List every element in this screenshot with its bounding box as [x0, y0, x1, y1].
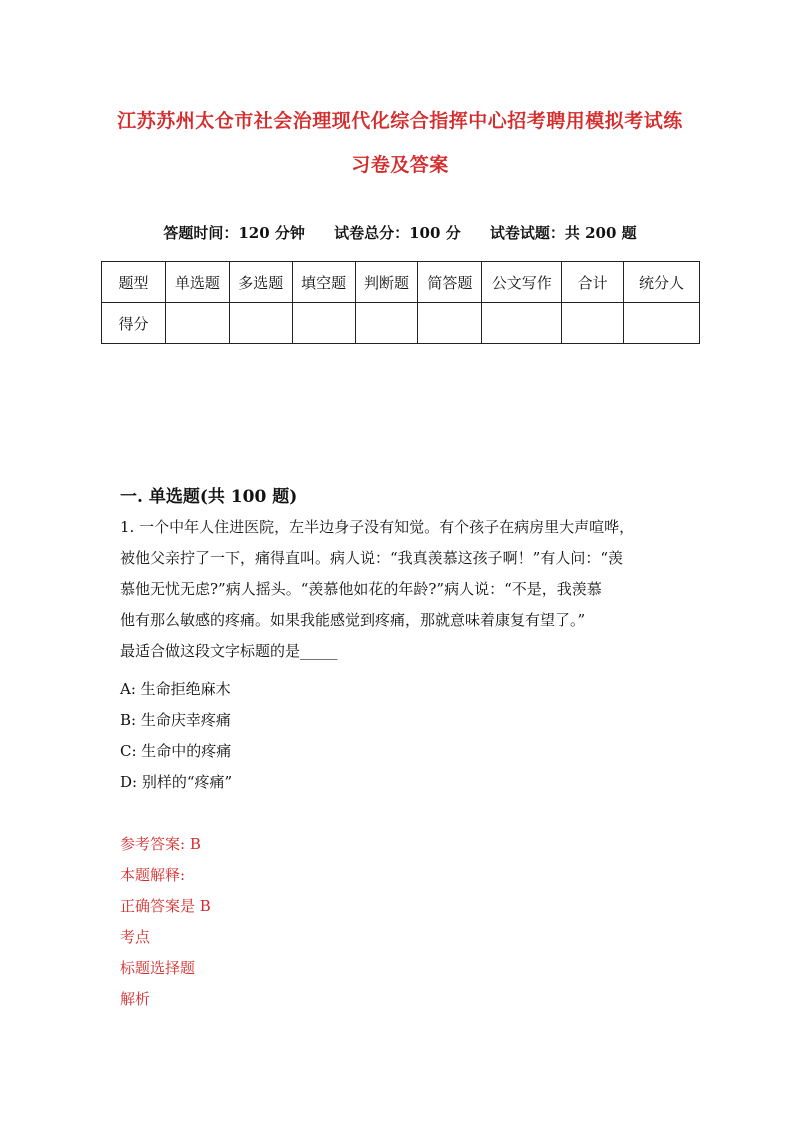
score-cell	[562, 303, 624, 344]
option-a: A: 生命拒绝麻木	[120, 680, 231, 698]
key-point: 标题选择题	[120, 959, 196, 977]
header-cell: 填空题	[292, 262, 355, 303]
document-title-line1: 江苏苏州太仓市社会治理现代化综合指挥中心招考聘用模拟考试练	[117, 110, 683, 132]
score-cell	[355, 303, 418, 344]
score-table-header-row	[102, 262, 700, 303]
exam-question-count: 试卷试题：共 200 题	[489, 224, 637, 242]
header-cell: 公文写作	[482, 262, 562, 303]
key-point-label: 考点	[120, 928, 151, 946]
option-d: D: 别样的“疼痛”	[120, 773, 233, 791]
score-cell	[292, 303, 355, 344]
score-cell	[165, 303, 229, 344]
header-cell: 多选题	[229, 262, 292, 303]
reference-answer: 参考答案: B	[120, 835, 201, 853]
score-cell	[482, 303, 562, 344]
exam-meta	[100, 222, 700, 243]
score-table-score-row	[102, 303, 700, 344]
header-cell: 单选题	[165, 262, 229, 303]
exam-total-score: 试卷总分：100 分	[334, 224, 461, 242]
header-cell: 合计	[562, 262, 624, 303]
question-stem	[120, 512, 695, 667]
question-line: 慕他无忧无虑?”病人摇头。“羡慕他如花的年龄?”病人说：“不是，我羡慕	[120, 580, 602, 598]
question-line: 被他父亲拧了一下，痛得直叫。病人说：“我真羡慕这孩子啊！”有人问：“羡	[120, 549, 624, 567]
header-cell: 判断题	[355, 262, 418, 303]
question-line: 1. 一个中年人住进医院，左半边身子没有知觉。有个孩子在病房里大声喧哗，	[120, 518, 635, 536]
exam-time: 答题时间：120 分钟	[163, 224, 305, 242]
explanation-label: 本题解释:	[120, 866, 186, 884]
question-line: 他有那么敏感的疼痛。如果我能感觉到疼痛，那就意味着康复有望了。”	[120, 611, 586, 629]
score-cell	[624, 303, 700, 344]
option-b: B: 生命庆幸疼痛	[120, 711, 231, 729]
question-line: 最适合做这段文字标题的是_____	[120, 642, 338, 660]
score-cell	[229, 303, 292, 344]
header-cell: 简答题	[418, 262, 482, 303]
header-cell: 统分人	[624, 262, 700, 303]
header-cell: 题型	[102, 262, 166, 303]
document-title-line2: 习卷及答案	[351, 154, 449, 176]
score-cell	[418, 303, 482, 344]
analysis-label: 解析	[120, 990, 151, 1008]
score-table	[101, 261, 700, 344]
option-c: C: 生命中的疼痛	[120, 742, 232, 760]
row-label-cell: 得分	[102, 303, 166, 344]
correct-answer: 正确答案是 B	[120, 897, 211, 915]
section-heading: 一. 单选题(共 100 题)	[120, 487, 298, 507]
